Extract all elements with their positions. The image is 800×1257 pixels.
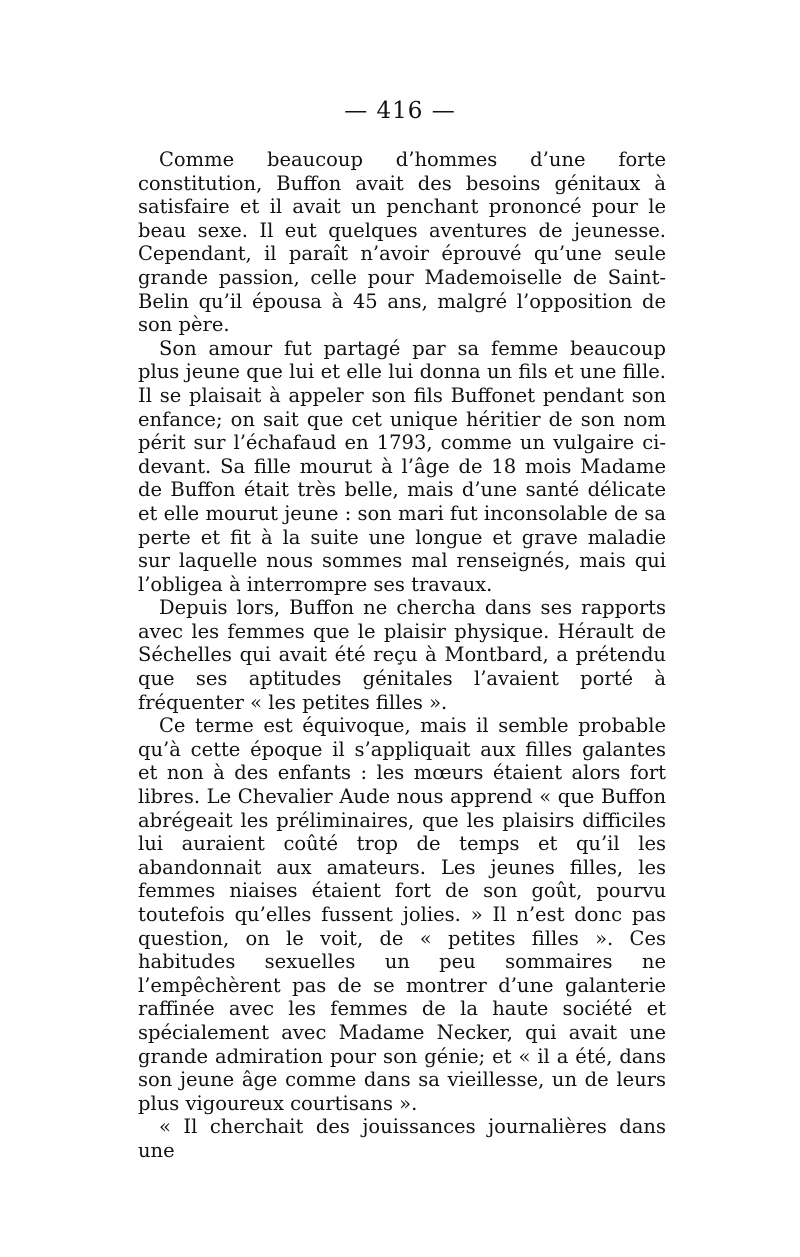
paragraph: Son amour fut partagé par sa femme beaucoup plus jeune que lui et elle lui donna un fils et une fille. Il se plaisait à appeler son fils Buffonet pendant son enfance; on sait que cet unique héritier de son nom périt sur l’échafaud en 1793, comme un vulgaire ci-devant. Sa fille mourut à l’âge de 18 mois Madame de Buffon était très belle, mais d’une santé délicate et elle mourut jeune : son mari fut inconsolable de sa perte et fit à la suite une longue et grave maladie sur laquelle nous sommes mal renseignés, mais qui l’obligea à interrompre ses travaux. [138,336,666,596]
page-number: — 416 — [344,98,456,124]
body-text [138,148,666,1163]
paragraph: Ce terme est équivoque, mais il semble probable qu’à cette époque il s’appliquait aux filles galantes et non à des enfants : les mœurs étaient alors fort libres. Le Chevalier Aude nous apprend « que Buffon abrégeait les préliminaires, que les plaisirs difficiles lui auraient coûté trop de temps et qu’il les abandonnait aux amateurs. Les jeunes filles, les femmes niaises étaient fort de son goût, pourvu toutefois qu’elles fussent jolies. » Il n’est donc pas question, on le voit, de « petites filles ». Ces habitudes sexuelles un peu sommaires ne l’empêchèrent pas de se montrer d’une galanterie raffinée avec les femmes de la haute société et spécialement avec Madame Necker, qui avait une grande admiration pour son génie; et « il a été, dans son jeune âge comme dans sa vieillesse, un de leurs plus vigoureux courtisans ». [138,714,666,1115]
paragraph: « Il cherchait des jouissances journalières dans une [138,1115,666,1162]
paragraph: Comme beaucoup d’hommes d’une forte constitution, Buffon avait des besoins génitaux à satisfaire et il avait un penchant prononcé pour le beau sexe. Il eut quelques aventures de jeunesse. Cependant, il paraît n’avoir éprouvé qu’une seule grande passion, celle pour Mademoiselle de Saint-Belin qu’il épousa à 45 ans, malgré l’opposition de son père. [138,148,666,337]
paragraph: Depuis lors, Buffon ne chercha dans ses rapports avec les femmes que le plaisir physique. Hérault de Séchelles qui avait été reçu à Montbard, a prétendu que ses aptitudes génitales l’avaient porté à fréquenter « les petites filles ». [138,596,666,714]
